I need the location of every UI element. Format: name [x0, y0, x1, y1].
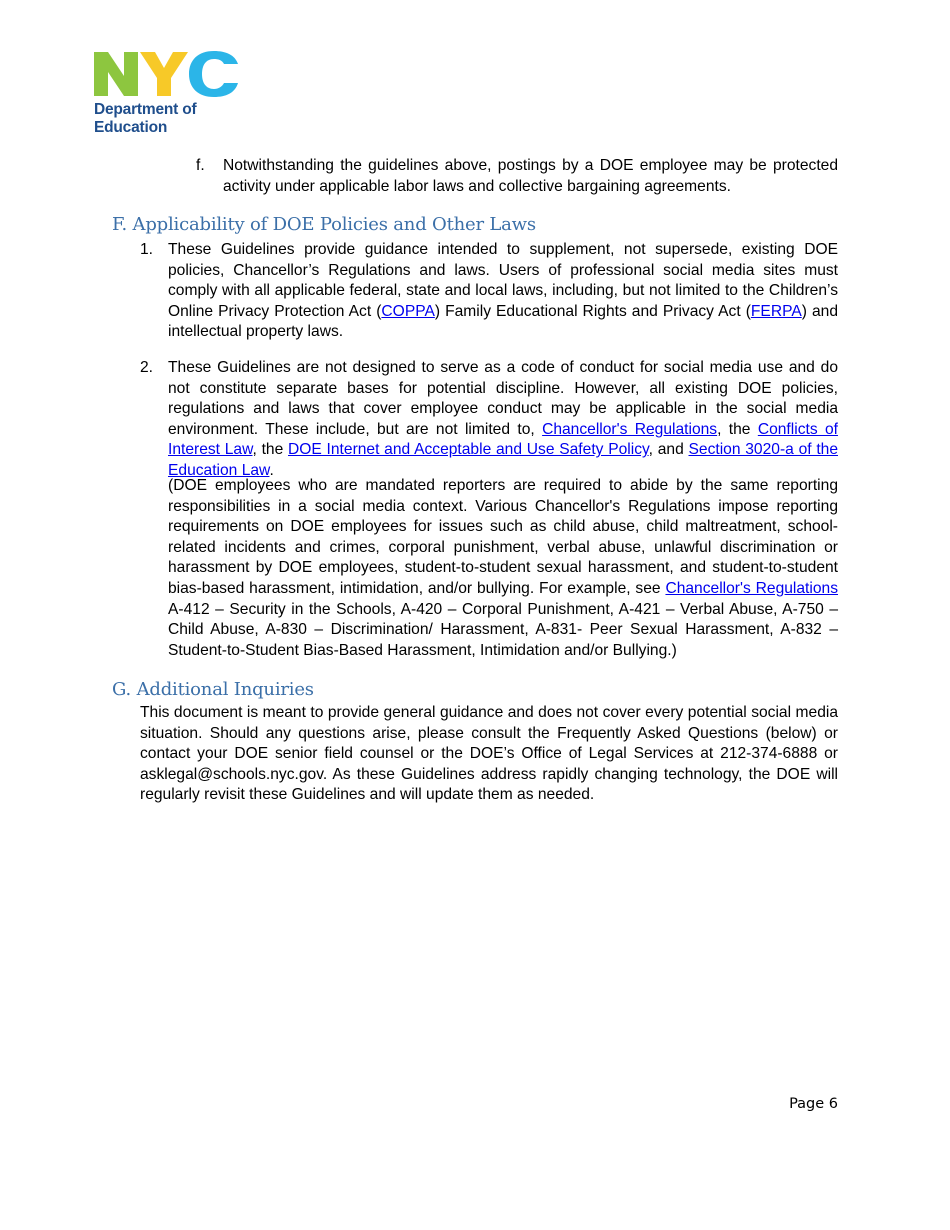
- logo-line-education: Education: [94, 119, 168, 136]
- list-marker-2: 2.: [140, 359, 154, 376]
- section-g-text: This document is meant to provide general guidance and does not cover every potential social media situation. Should any questions arise, please consult the Frequently Asked Questions (below) or contact your DOE senior field counsel or the DOE’s Office of Legal Services at 212-374-6888 or asklegal@schools.nyc.gov. As these Guidelines address rapidly changing technology, the DOE will regularly revisit these Guidelines and will update them as needed.: [140, 704, 838, 804]
- page-number: Page 6: [789, 1096, 838, 1112]
- section-f-item-1: [168, 240, 838, 343]
- item-2-text-d: , and: [648, 441, 689, 459]
- note-chancellors-regulations-link[interactable]: Chancellor's Regulations: [665, 579, 838, 597]
- note-text-b: A-412 – Security in the Schools, A-420 – Corporal Punishment, A-421 – Verbal Abuse, A-750 – Child Abuse, A-830 – Discrimination/ Harassment, A-831- Peer Sexual Harassment, A-832 – Student-to-Student Bias-Based Harassment, Intimidation and/or Bullying.): [168, 600, 838, 659]
- item-2-text-b: , the: [717, 420, 758, 438]
- item-2-text-c: , the: [252, 441, 289, 459]
- item-f-text: Notwithstanding the guidelines above, postings by a DOE employee may be protected activity under applicable labor laws and collective bargaining agreements.: [223, 157, 838, 195]
- section-f-heading: F. Applicability of DOE Policies and Other Laws: [112, 214, 536, 235]
- note-text-a: (DOE employees who are mandated reporters are required to abide by the same reporting responsibilities in a social media context. Various Chancellor's Regulations impose reporting requirements on DOE employees for issues such as child abuse, child maltreatment, school-related incidents and crimes, corporal punishment, verbal abuse, unlawful discrimination or harassment by DOE employees, student-to-student sexual harassment, and student-to-student bias-based harassment, intimidation, and/or bullying. For example, see: [168, 477, 838, 597]
- item-1-text-c: ) and intellectual property laws.: [168, 302, 838, 341]
- section-g-heading: G. Additional Inquiries: [112, 679, 314, 700]
- logo-letter-y: [140, 52, 188, 96]
- internet-use-policy-link[interactable]: DOE Internet and Acceptable and Use Safety Policy: [288, 441, 649, 459]
- logo-line-department: Department of: [94, 101, 197, 118]
- section-f-item-2: [168, 358, 838, 482]
- ferpa-link[interactable]: FERPA: [750, 302, 802, 320]
- item-2-text-e: .: [269, 461, 274, 479]
- list-marker-1: 1.: [140, 241, 154, 258]
- section-3020a-link[interactable]: Section 3020-a of the Education Law: [168, 441, 838, 479]
- item-1-text-a: These Guidelines provide guidance intended to supplement, not supersede, existing DOE policies, Chancellor’s Regulations and laws. Users of professional social media sites must comply with all applicable federal, state and local laws, including, but not limited to the Children’s Online Privacy Protection Act (: [168, 241, 838, 320]
- conflicts-of-interest-link[interactable]: Conflicts of Interest Law: [168, 420, 838, 459]
- logo-letter-n: [94, 52, 138, 96]
- coppa-link[interactable]: COPPA: [381, 302, 435, 320]
- mandated-reporter-note: [168, 476, 838, 661]
- logo-letter-c: [189, 51, 238, 97]
- nyc-wordmark-graphic: [92, 50, 240, 98]
- nyc-doe-logo: [92, 50, 242, 142]
- list-marker-f: f.: [196, 157, 205, 174]
- logo-department-text: [94, 101, 196, 137]
- item-1-text-b: ) Family Educational Rights and Privacy Act (: [434, 302, 751, 320]
- item-2-text-a: These Guidelines are not designed to serve as a code of conduct for social media use and do not constitute separate bases for potential discipline. However, all existing DOE policies, regulations and laws that cover employee conduct may be applicable in the social media environment. These include, but are not limited to,: [168, 359, 838, 438]
- chancellors-regulations-link[interactable]: Chancellor's Regulations: [542, 420, 718, 438]
